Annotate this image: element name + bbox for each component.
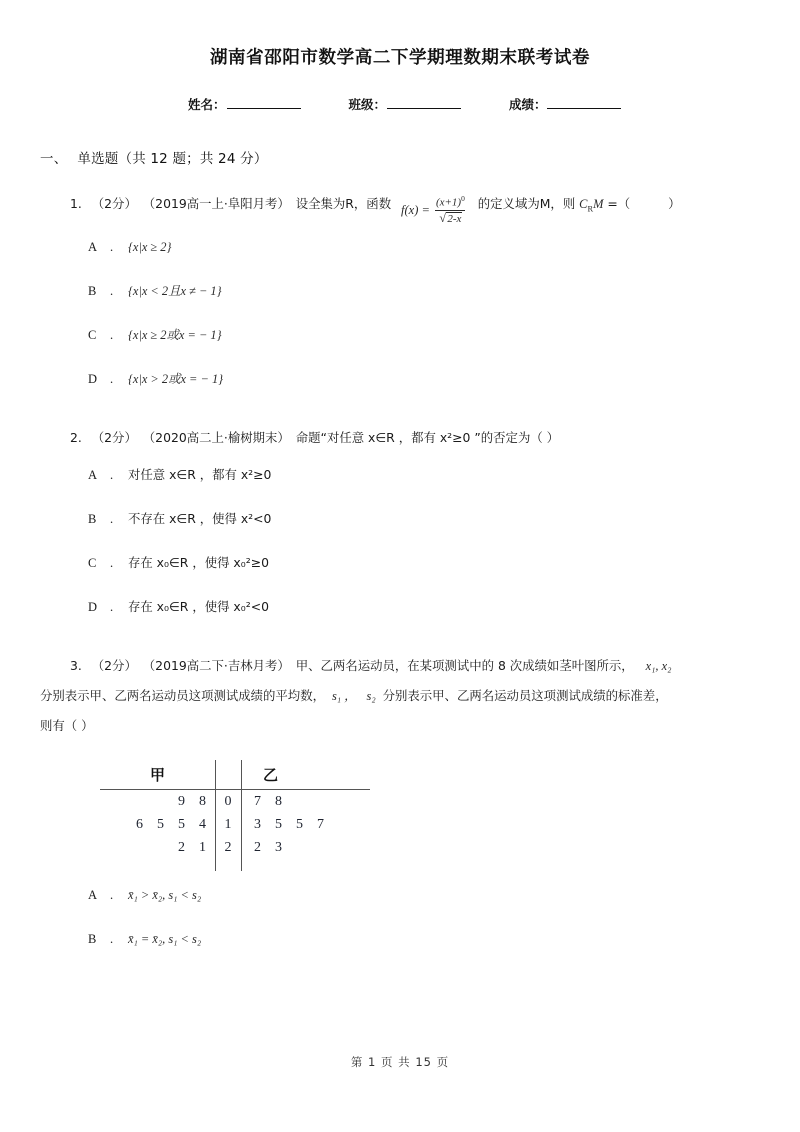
name-field[interactable] bbox=[188, 95, 348, 113]
option-d-label: D bbox=[88, 372, 98, 387]
question-1-text-before: 设全集为R，函数 bbox=[295, 196, 392, 211]
question-2-text: 命题“对任意 x∈R ，都有 x²≥0 ”的否定为（ ） bbox=[295, 430, 560, 446]
question-3-source: （2019高二下·吉林月考） bbox=[142, 658, 290, 674]
question-1-option-a[interactable]: A . {x|x ≥ 2} bbox=[0, 225, 800, 269]
option-d-text: {x|x > 2或x = − 1} bbox=[127, 372, 224, 387]
leaf-value: 5 bbox=[157, 816, 164, 832]
question-2-option-b[interactable]: B . 不存在 x∈R ，使得 x²<0 bbox=[0, 497, 800, 541]
score-field[interactable] bbox=[509, 95, 650, 113]
stem-leaf-row bbox=[100, 790, 370, 813]
question-3-option-a[interactable]: A . x̄₁ > x̄₂, s₁ < s₂ bbox=[0, 873, 800, 917]
leaf-value: 8 bbox=[275, 793, 282, 809]
leaf-value: 2 bbox=[254, 839, 261, 855]
stem-leaf-right-leaves bbox=[241, 840, 370, 856]
question-3-line2-tail: 分别表示甲、乙两名运动员这项测试成绩的标准差， bbox=[382, 688, 668, 704]
score-blank-line[interactable] bbox=[547, 97, 621, 109]
section-number: 一、 bbox=[40, 151, 68, 167]
name-label: 姓名： bbox=[188, 97, 226, 112]
score-label: 成绩： bbox=[508, 97, 547, 112]
student-info-row bbox=[0, 95, 800, 113]
question-1 bbox=[0, 189, 800, 401]
option-c-label: C bbox=[88, 556, 97, 571]
formula-exponent: 0 bbox=[461, 193, 465, 203]
option-c-text: 存在 x₀∈R ，使得 x₀²≥0 bbox=[127, 555, 269, 571]
sqrt-icon: √ 2-x bbox=[446, 212, 462, 225]
stem-leaf-row bbox=[100, 813, 370, 836]
option-c-text: {x|x ≥ 2或x = − 1} bbox=[127, 328, 222, 343]
stem-leaf-right-leaves bbox=[241, 794, 370, 810]
question-3-sd-symbol-2: s₂ bbox=[366, 689, 376, 704]
stem-leaf-row bbox=[100, 836, 370, 859]
option-b-text: {x|x < 2且x ≠ − 1} bbox=[127, 284, 222, 299]
formula-numerator: $(x+1)^0$ bbox=[435, 193, 465, 209]
leaf-value: 8 bbox=[199, 793, 206, 809]
stem-leaf-right-leaves bbox=[241, 817, 370, 833]
section-heading bbox=[0, 147, 800, 167]
question-2-option-a[interactable]: A . 对任意 x∈R ，都有 x²≥0 bbox=[0, 453, 800, 497]
option-d-label: D bbox=[88, 600, 98, 615]
page-footer: 第 1 页 共 15 页 bbox=[350, 1055, 450, 1069]
question-3-line1: 甲、乙两名运动员，在某项测试中的 8 次成绩如茎叶图所示， bbox=[295, 658, 634, 674]
stem-leaf-divider-left bbox=[215, 760, 216, 871]
question-1-source: （2019高一上·阜阳月考） bbox=[142, 196, 290, 211]
stem-value: 1 bbox=[224, 816, 232, 832]
leaf-value: 4 bbox=[199, 816, 206, 832]
option-b-label: B bbox=[88, 512, 97, 527]
class-field[interactable] bbox=[348, 95, 508, 113]
question-1-option-d[interactable]: D . {x|x > 2或x = − 1} bbox=[0, 357, 800, 401]
question-3-stem-line1 bbox=[0, 651, 800, 681]
leaf-value: 3 bbox=[275, 839, 282, 855]
question-2-option-c[interactable]: C . 存在 x₀∈R ，使得 x₀²≥0 bbox=[0, 541, 800, 585]
formula-fraction bbox=[433, 195, 468, 225]
formula-lhs: f(x) = bbox=[401, 203, 430, 217]
section-title: 单选题（共 12 题；共 24 分） bbox=[77, 151, 268, 167]
option-a-text: x̄₁ > x̄₂, s₁ < s₂ bbox=[127, 888, 202, 903]
question-2 bbox=[0, 423, 800, 629]
question-2-stem bbox=[0, 423, 800, 453]
question-1-text-after: 的定义域为M，则 bbox=[477, 196, 576, 211]
stem-leaf-left-leaves bbox=[100, 817, 215, 833]
option-b-text: x̄₁ = x̄₂, s₁ < s₂ bbox=[127, 932, 202, 947]
leaf-value: 3 bbox=[254, 816, 261, 832]
stem-leaf-divider-right bbox=[241, 760, 242, 871]
leaf-value: 9 bbox=[178, 793, 185, 809]
option-c-label: C bbox=[88, 328, 97, 343]
question-3-stem-line2 bbox=[0, 681, 800, 711]
option-d-text: 存在 x₀∈R ，使得 x₀²<0 bbox=[127, 599, 269, 615]
stem-leaf-rows bbox=[100, 790, 370, 859]
question-1-points: （2分） bbox=[91, 196, 137, 211]
question-3-sd-symbol-1: s₁ ， bbox=[331, 689, 357, 704]
stem-leaf-left-leaves bbox=[100, 840, 215, 856]
question-1-number: 1. bbox=[70, 196, 82, 211]
option-a-text: 对任意 x∈R ，都有 x²≥0 bbox=[127, 467, 272, 483]
stem-leaf-left-leaves bbox=[100, 794, 215, 810]
question-3-number: 3. bbox=[70, 658, 82, 674]
leaf-value: 6 bbox=[136, 816, 143, 832]
page-title: 湖南省邵阳市数学高二下学期理数期末联考试卷 bbox=[209, 48, 591, 68]
name-blank-line[interactable] bbox=[227, 97, 301, 109]
question-3 bbox=[0, 651, 800, 961]
question-2-number: 2. bbox=[70, 430, 82, 446]
leaf-value: 5 bbox=[275, 816, 282, 832]
question-1-expr: $C_RM$ bbox=[579, 197, 604, 214]
question-3-option-b[interactable]: B . x̄₁ = x̄₂, s₁ < s₂ bbox=[0, 917, 800, 961]
question-3-points: （2分） bbox=[91, 658, 137, 674]
leaf-value: 7 bbox=[317, 816, 324, 832]
option-b-text: 不存在 x∈R ，使得 x²<0 bbox=[127, 511, 272, 527]
stem-value: 0 bbox=[224, 793, 232, 809]
question-1-stem bbox=[0, 189, 800, 225]
question-3-means-symbols: x₁, x₂ bbox=[645, 659, 672, 674]
leaf-value: 1 bbox=[199, 839, 206, 855]
leaf-value: 7 bbox=[254, 793, 261, 809]
option-a-text: {x|x ≥ 2} bbox=[127, 240, 172, 255]
question-3-stem-line3 bbox=[0, 711, 800, 741]
stem-and-leaf-plot bbox=[100, 759, 370, 859]
question-1-close-paren: ） bbox=[668, 196, 681, 211]
leaf-value: 2 bbox=[178, 839, 185, 855]
option-b-label: B bbox=[88, 932, 97, 947]
question-3-line3: 则有（ ） bbox=[40, 718, 94, 734]
stem-leaf-left-header: 甲 bbox=[149, 765, 165, 784]
stem-value: 2 bbox=[224, 839, 232, 855]
question-2-option-d[interactable]: D . 存在 x₀∈R ，使得 x₀²<0 bbox=[0, 585, 800, 629]
question-1-formula bbox=[401, 195, 468, 225]
option-a-label: A bbox=[88, 468, 98, 483]
question-2-points: （2分） bbox=[91, 430, 137, 446]
question-1-option-b[interactable]: B . {x|x < 2且x ≠ − 1} bbox=[0, 269, 800, 313]
question-1-option-c[interactable]: C . {x|x ≥ 2或x = − 1} bbox=[0, 313, 800, 357]
option-a-label: A bbox=[88, 888, 98, 903]
stem-leaf-header bbox=[100, 759, 370, 789]
formula-denominator bbox=[435, 210, 465, 225]
leaf-value: 5 bbox=[178, 816, 185, 832]
question-3-line2: 分别表示甲、乙两名运动员这项测试成绩的平均数， bbox=[40, 688, 325, 704]
stem-leaf-right-header: 乙 bbox=[263, 765, 279, 784]
option-a-label: A bbox=[88, 240, 98, 255]
question-1-equals: =（ bbox=[607, 196, 631, 211]
class-label: 班级： bbox=[348, 97, 386, 112]
question-2-source: （2020高二上·榆树期末） bbox=[142, 430, 290, 446]
leaf-value: 5 bbox=[296, 816, 303, 832]
option-b-label: B bbox=[88, 284, 97, 299]
class-blank-line[interactable] bbox=[387, 97, 461, 109]
